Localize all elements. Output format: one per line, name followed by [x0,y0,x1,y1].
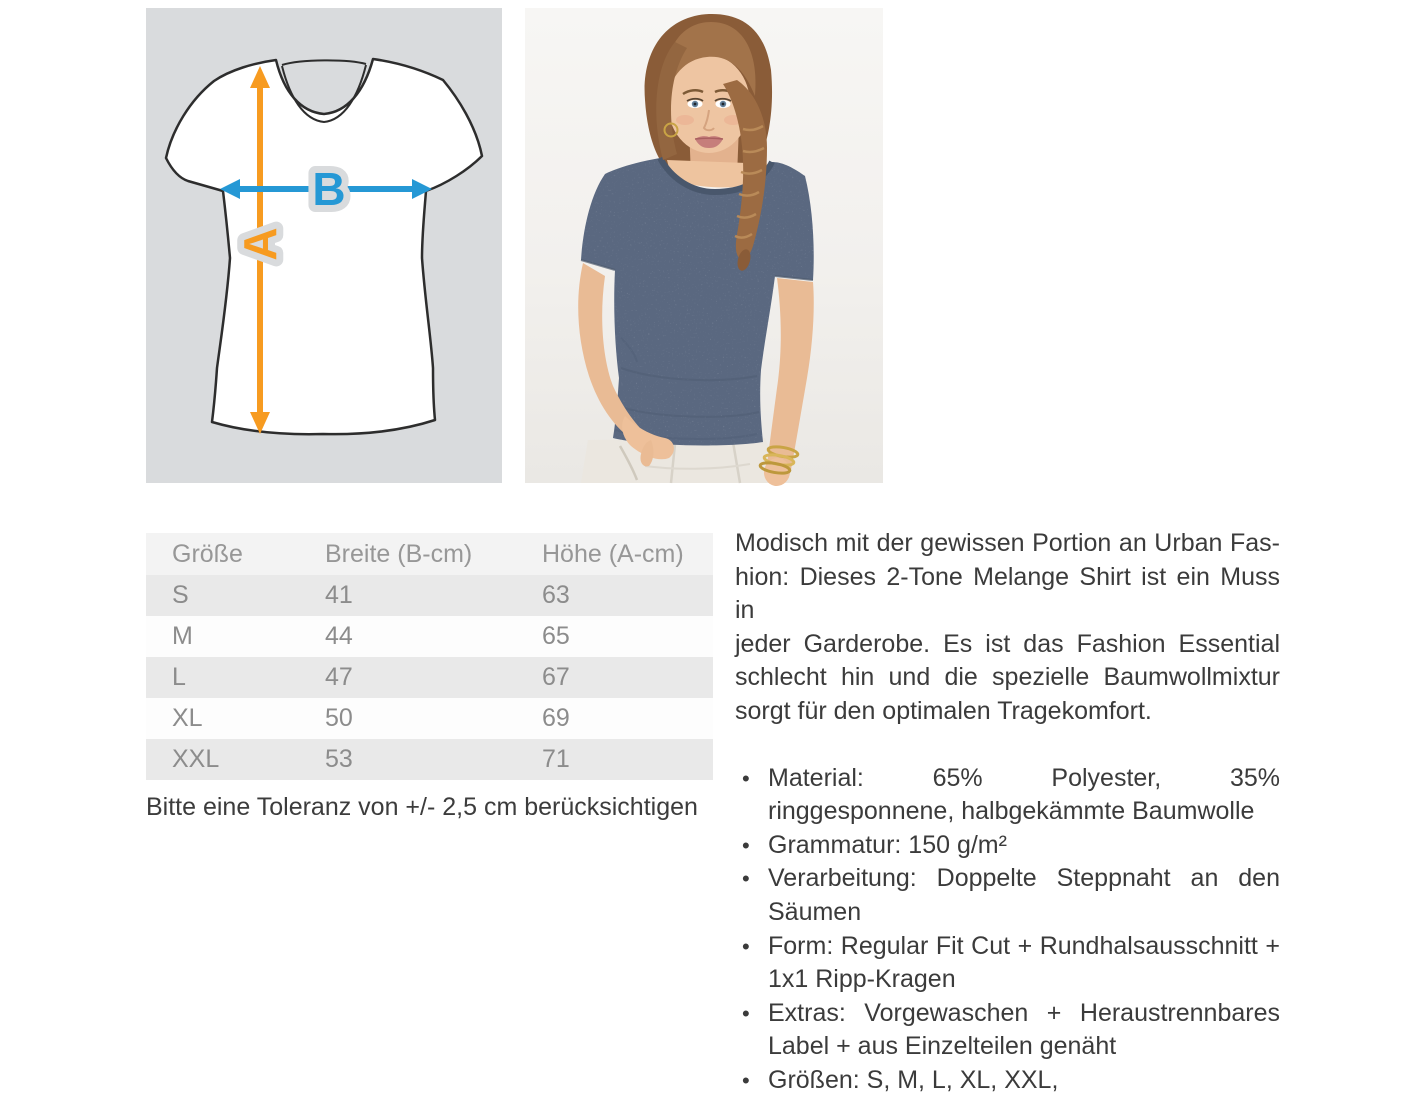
feature-item: • Extras: Vorgewaschen + Heraustrennbares Label + aus Einzelteilen genäht [735,997,1280,1064]
table-cell: 50 [325,704,353,732]
feature-item: • Material: 65% Polyester, 35% ringgesponnene, halbgekämmte Baumwolle [735,762,1280,829]
column-header-height: Höhe (A-cm) [542,539,684,568]
table-row [146,616,713,657]
model-photo-svg [525,8,883,483]
table-cell: XXL [172,745,220,773]
column-header-width: Breite (B-cm) [325,539,473,568]
table-cell: 65 [542,622,570,650]
feature-item: • Grammatur: 150 g/m² [735,829,1280,863]
paragraph-line: schlecht hin und die spezielle Baumwollmixtur [735,663,1280,692]
paragraph-line: Modisch mit der gewissen Portion an Urban Fas- [735,529,1280,557]
measure-label-b: B [312,163,346,215]
tolerance-note: Bitte eine Toleranz von +/- 2,5 cm berücksichtigen [146,793,698,821]
model-photo [525,8,883,483]
table-row [146,739,713,780]
table-row [146,657,713,698]
description-paragraph [735,527,1280,729]
paragraph-line: sorgt für den optimalen Tragekomfort. [735,696,1152,725]
size-diagram-image [146,8,502,483]
table-cell: L [172,663,186,691]
table-cell: 67 [542,663,570,691]
paragraph-line: jeder Garderobe. Es ist das Fashion Essential [735,629,1280,658]
table-cell: 41 [325,581,353,609]
size-diagram-svg [146,8,502,483]
feature-item: • Form: Regular Fit Cut + Rundhalsausschnitt + 1x1 Ripp-Kragen [735,930,1280,997]
column-header-size: Größe [172,539,243,568]
table-cell: 69 [542,704,570,732]
table-row [146,698,713,739]
feature-list [735,762,1280,1098]
table-cell: 44 [325,622,353,650]
size-table-body [146,575,713,780]
table-cell: S [172,581,189,609]
feature-item: • Größen: S, M, L, XL, XXL, [735,1064,1280,1098]
table-cell: 63 [542,581,570,609]
table-cell: 53 [325,745,353,773]
table-cell: 71 [542,745,570,773]
measure-label-a: A [234,227,286,261]
tshirt-outline [166,59,482,434]
table-cell: XL [172,704,203,732]
paragraph-line: hion: Dieses 2-Tone Melange Shirt ist ein Muss in [735,562,1280,625]
size-table-header [146,533,713,575]
table-cell: 47 [325,663,353,691]
size-table [146,533,713,780]
feature-item: • Verarbeitung: Doppelte Steppnaht an den Säumen [735,862,1280,929]
product-description [735,527,1280,1098]
table-row [146,575,713,616]
table-cell: M [172,622,193,650]
